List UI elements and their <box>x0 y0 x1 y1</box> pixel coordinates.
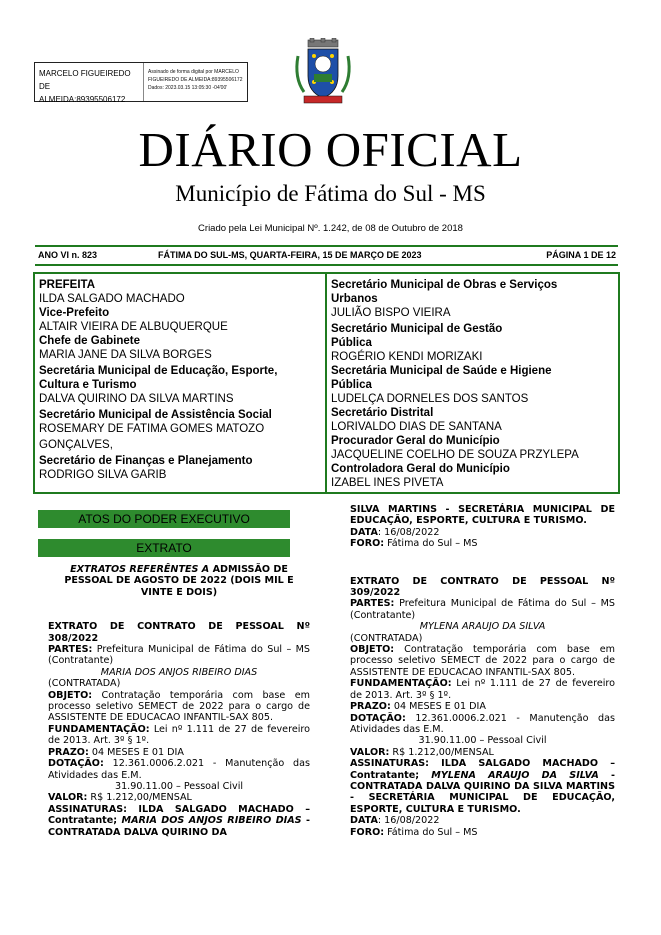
signature-detail-1: Assinado de forma digital por MARCELO <box>148 69 239 75</box>
staff-role: Secretário Municipal de Gestão <box>331 323 503 335</box>
staff-name: MARIA JANE DA SILVA BORGES <box>39 349 212 361</box>
label: PARTES: <box>48 644 93 656</box>
label: VALOR: <box>48 792 88 804</box>
staff-name: JACQUELINE COELHO DE SOUZA PRZYLEPA <box>331 449 579 461</box>
staff-role: Vice-Prefeito <box>39 307 110 319</box>
intro-rest: ADMISSÃO DE PESSOAL DE AGOSTO DE 2022 (DOIS MIL E VINTE E DOIS) <box>64 564 294 598</box>
staff-name: ROGÉRIO KENDI MORIZAKI <box>331 351 483 363</box>
label: DOTAÇÃO: <box>350 712 406 724</box>
contract-title: EXTRATO DE CONTRATO DE PESSOAL Nº 308/2022 <box>48 621 310 644</box>
assin-name: MARIA DOS ANJOS RIBEIRO DIAS <box>121 815 302 827</box>
edition-number: ANO VI n. 823 <box>38 250 98 260</box>
data <box>350 815 615 826</box>
label: PRAZO: <box>350 701 391 713</box>
label: OBJETO: <box>350 644 395 656</box>
assin-part: - CONTRATADA DALVA QUIRINO DA SILVA MARTINS - SECRETÁRIA MUNICIPAL DE EDUCAÇÃO, ESPORTE, CULTURA E TURISMO. <box>350 769 615 815</box>
staff-name: ILDA SALGADO MACHADO <box>39 293 185 305</box>
dotacao <box>350 713 615 736</box>
value: 12.361.0006.2.021 - Manutenção das Atividades das E.M. <box>350 712 615 735</box>
extract-intro <box>48 564 310 598</box>
staff-left-column <box>39 278 325 482</box>
staff-role: Secretária Municipal de Educação, Esporte, <box>39 365 278 377</box>
staff-name: JULIÃO BISPO VIEIRA <box>331 307 451 319</box>
staff-role: Secretário Municipal de Obras e Serviços <box>331 279 558 291</box>
staff-column-divider <box>325 272 327 492</box>
assin-part: ASSINATURAS: ILDA SALGADO MACHADO – Contratante; <box>350 758 615 781</box>
dotacao-code: 31.90.11.00 – Pessoal Civil <box>418 735 547 747</box>
signature-detail-2: FIGUEIREDO DE ALMEIDA:89395506172 <box>148 77 243 83</box>
staff-role: Urbanos <box>331 293 378 305</box>
continued-text: SILVA MARTINS - SECRETÁRIA MUNICIPAL DE EDUCAÇÃO, ESPORTE, CULTURA E TURISMO. <box>350 504 615 527</box>
masthead-bottom-rule <box>35 264 618 266</box>
staff-role: Procurador Geral do Município <box>331 435 500 447</box>
data <box>350 527 615 538</box>
left-column <box>48 564 310 838</box>
label: FORO: <box>350 538 385 550</box>
objeto <box>350 644 615 678</box>
value: Prefeitura Municipal de Fátima do Sul – MS (Contratante) <box>48 644 310 667</box>
label: PRAZO: <box>48 746 89 758</box>
staff-name: GONÇALVES, <box>39 439 113 451</box>
label: DATA <box>350 526 378 538</box>
signature-name-line2: ALMEIDA:89395506172 <box>39 95 126 104</box>
intro-italic: EXTRATOS REFERÊNTES A <box>70 564 210 575</box>
staff-name: IZABEL INES PIVETA <box>331 477 444 489</box>
label: VALOR: <box>350 746 390 758</box>
staff-role: Pública <box>331 379 372 391</box>
partes <box>350 598 615 621</box>
prazo <box>350 701 615 712</box>
staff-name: ALTAIR VIEIRA DE ALBUQUERQUE <box>39 321 228 333</box>
staff-role: Cultura e Turismo <box>39 379 137 391</box>
label: DOTAÇÃO: <box>48 758 104 770</box>
label: FUNDAMENTAÇÃO: <box>48 723 150 735</box>
staff-role: PREFEITA <box>39 279 96 291</box>
value: 04 MESES E 01 DIA <box>390 701 486 713</box>
staff-role: Secretário Distrital <box>331 407 434 419</box>
foro <box>350 538 615 549</box>
assinaturas <box>350 758 615 815</box>
value: Fátima do Sul – MS <box>384 538 478 550</box>
value: : 16/08/2022 <box>377 815 440 827</box>
assin-part: ASSINATURAS: ILDA SALGADO MACHADO – Contratante; <box>48 803 310 827</box>
signature-name-line1: MARCELO FIGUEIREDO DE <box>39 69 131 91</box>
value: Lei nº 1.111 de 27 de fevereiro de 2013. Art. 3º § 1º. <box>48 723 310 747</box>
valor <box>350 747 615 758</box>
label: FUNDAMENTAÇÃO: <box>350 678 452 690</box>
dotacao <box>48 758 310 781</box>
contratada-label: (CONTRATADA) <box>48 678 121 690</box>
value: Lei nº 1.111 de 27 de fevereiro de 2013. Art. 3º § 1º. <box>350 678 615 701</box>
contratada-label: (CONTRATADA) <box>350 632 423 644</box>
creation-law-note: Criado pela Lei Municipal Nº. 1.242, de 08 de Outubro de 2018 <box>198 223 463 234</box>
staff-right-column <box>331 278 613 490</box>
value: R$ 1.212,00/MENSAL <box>389 746 494 758</box>
value: 04 MESES E 01 DIA <box>88 746 184 758</box>
signature-detail-3: Dados: 2023.03.15 13:05:30 -04'00' <box>148 85 228 91</box>
staff-role: Chefe de Gabinete <box>39 335 140 347</box>
dateline: FÁTIMA DO SUL-MS, QUARTA-FEIRA, 15 DE MARÇO DE 2023 <box>158 250 422 260</box>
staff-name: LORIVALDO DIAS DE SANTANA <box>331 421 502 433</box>
staff-role: Secretário de Finanças e Planejamento <box>39 455 253 467</box>
staff-name: LUDELÇA DORNELES DOS SANTOS <box>331 393 529 405</box>
staff-role: Secretária Municipal de Saúde e Higiene <box>331 365 552 377</box>
contract-title: EXTRATO DE CONTRATO DE PESSOAL Nº 309/2022 <box>350 575 615 599</box>
contratada-name: MYLENA ARAUJO DA SILVA <box>419 621 546 633</box>
label: DATA <box>350 815 378 827</box>
staff-role: Pública <box>331 337 372 349</box>
partes <box>48 644 310 667</box>
value: Prefeitura Municipal de Fátima do Sul – MS (Contratante) <box>350 598 615 621</box>
page-number: PÁGINA 1 DE 12 <box>546 250 616 260</box>
value: Contratação temporária com base em processo seletivo SEMECT de 2022 para o cargo de ASSISTENTE DE EDUCACAO INFANTIL-SAX 805. <box>48 689 310 724</box>
label: PARTES: <box>350 598 395 610</box>
staff-name: ROSEMARY DE FATIMA GOMES MATOZO <box>39 423 265 435</box>
assinaturas <box>48 804 310 838</box>
assin-part: - CONTRATADA DALVA QUIRINO DA <box>48 815 310 838</box>
right-column <box>350 504 615 838</box>
section-bar-atos: ATOS DO PODER EXECUTIVO <box>38 510 290 528</box>
dotacao-code: 31.90.11.00 – Pessoal Civil <box>114 780 244 792</box>
staff-name: DALVA QUIRINO DA SILVA MARTINS <box>39 393 234 405</box>
staff-role: Secretário Municipal de Assistência Social <box>39 409 272 421</box>
digital-signature-box <box>34 62 248 102</box>
section-bar-extrato: EXTRATO <box>38 539 290 557</box>
value: Contratação temporária com base em processo seletivo SEMECT de 2022 para o cargo de ASSISTENTE DE EDUCACAO INFANTIL-SAX 805. <box>350 644 615 678</box>
fundamentacao <box>350 678 615 701</box>
valor <box>48 792 310 803</box>
prazo <box>48 747 310 758</box>
value: R$ 1.212,00/MENSAL <box>87 792 192 804</box>
masthead-top-rule <box>35 245 618 247</box>
municipal-crest-icon <box>290 38 356 106</box>
objeto <box>48 690 310 724</box>
contratada-name: MARIA DOS ANJOS RIBEIRO DIAS <box>100 666 258 678</box>
newspaper-title: DIÁRIO OFICIAL <box>138 122 523 177</box>
label: OBJETO: <box>48 689 93 701</box>
masthead <box>38 250 616 264</box>
staff-name: RODRIGO SILVA GARIB <box>39 469 167 481</box>
municipality-subtitle: Município de Fátima do Sul - MS <box>175 181 486 206</box>
staff-role: Controladora Geral do Município <box>331 463 510 475</box>
signature-name <box>35 63 144 104</box>
label: FORO: <box>350 826 385 838</box>
fundamentacao <box>48 724 310 747</box>
foro <box>350 827 615 838</box>
value: Fátima do Sul – MS <box>384 826 478 838</box>
assin-name: MYLENA ARAUJO DA SILVA <box>431 769 599 781</box>
value: 12.361.0006.2.021 - Manutenção das Atividades das E.M. <box>48 758 310 781</box>
value: : 16/08/2022 <box>377 526 440 538</box>
signature-details <box>144 63 247 101</box>
